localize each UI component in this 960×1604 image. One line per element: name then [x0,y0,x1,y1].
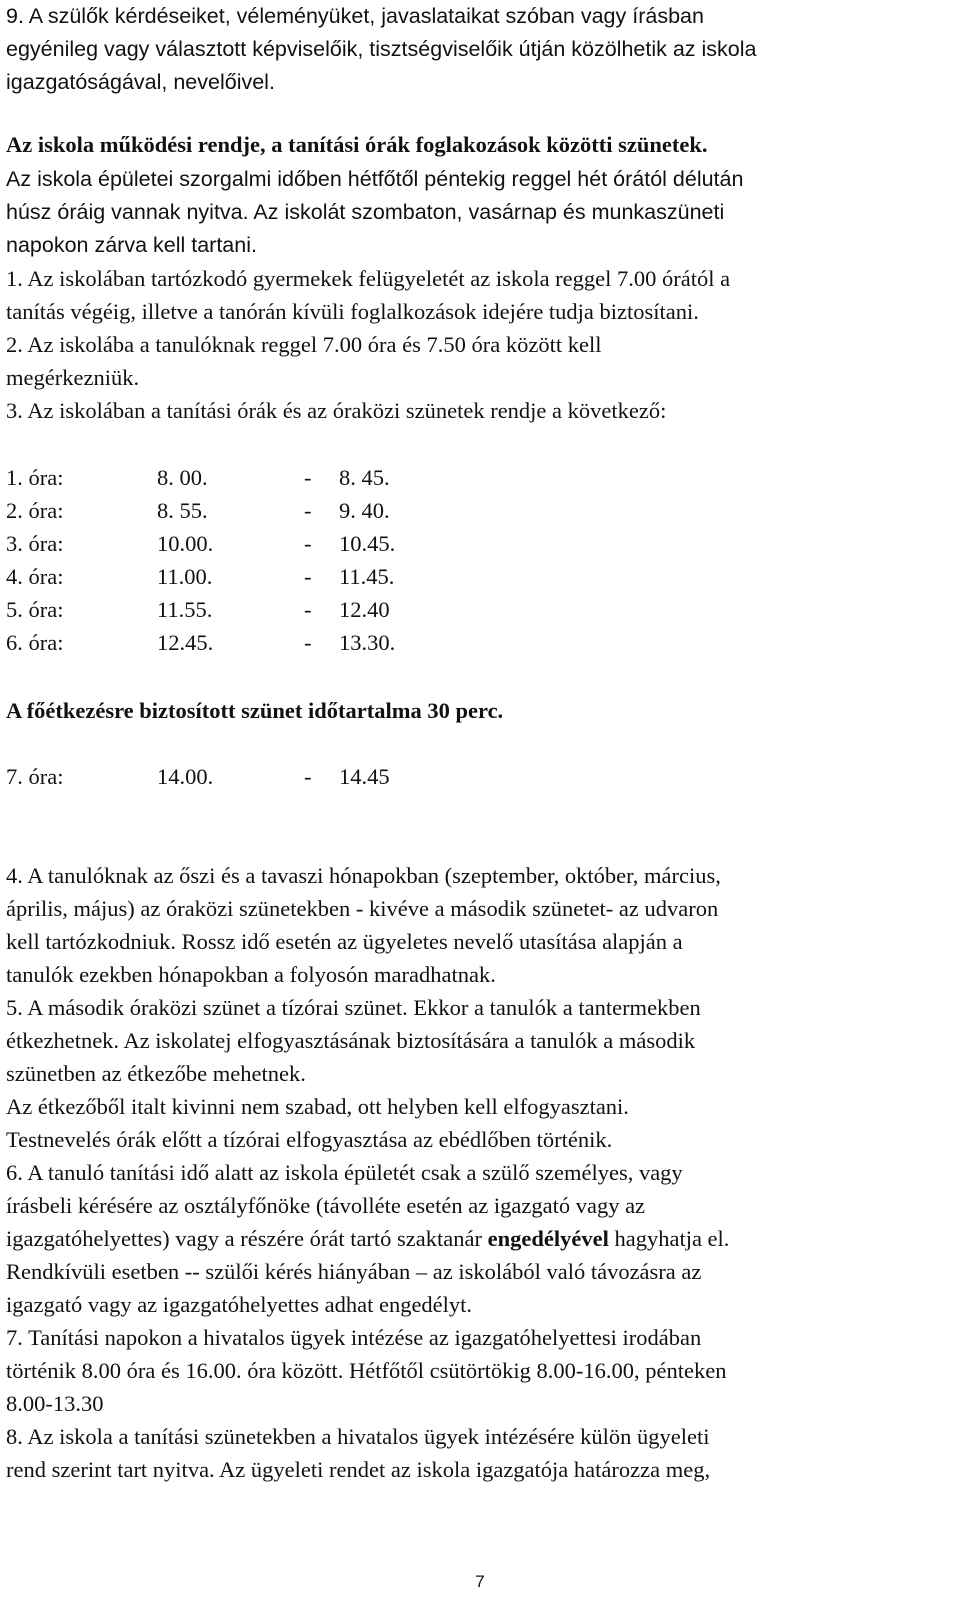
rule-line: 2. Az iskolába a tanulóknak reggel 7.00 óra és 7.50 óra között kell [6,332,602,357]
emphasis-permission: engedélyével [487,1226,609,1251]
lesson-label: 1. óra: [6,465,64,490]
intro-line: egyénileg vagy választott képviselőik, tisztségviselőik útján közölhetik az iskola [6,37,757,61]
lesson-start: 12.45. [157,630,214,655]
rules-top [6,262,936,427]
lesson-dash: - [304,630,312,655]
rule-line: étkezhetnek. Az iskolatej elfogyasztásának biztosítására a tanulók a második [6,1028,696,1053]
rule-line: Az étkezőből italt kivinni nem szabad, ott helyben kell elfogyasztani. [6,1094,629,1119]
building-line: húsz óráig vannak nyitva. Az iskolát szombaton, vasárnap és munkaszüneti [6,200,725,224]
rule-line: megérkezniük. [6,365,140,390]
lesson-label: 7. óra: [6,764,64,789]
rule-line: tanítás végéig, illetve a tanórán kívüli foglalkozások idejére tudja biztosítani. [6,299,699,324]
lesson-dash: - [304,498,312,523]
lesson-end: 10.45. [339,531,396,556]
lesson-end: 14.45 [339,764,390,789]
lesson-label: 5. óra: [6,597,64,622]
rule-line: történik 8.00 óra és 16.00. óra között. Hétfőtől csütörtökig 8.00-16.00, pénteken [6,1358,727,1383]
lesson-start: 11.00. [157,564,213,589]
rule-line [6,1222,936,1255]
lesson-start: 8. 55. [157,498,208,523]
lesson-label: 4. óra: [6,564,64,589]
building-line: Az iskola épületei szorgalmi időben hétfőtől péntekig reggel hét órától délután [6,167,744,191]
rule-line: 4. A tanulóknak az őszi és a tavaszi hónapokban (szeptember, október, március, [6,863,721,888]
lesson-label: 6. óra: [6,630,64,655]
lesson-start: 11.55. [157,597,213,622]
lesson-end: 12.40 [339,597,390,622]
rule-line: igazgató vagy az igazgatóhelyettes adhat engedélyt. [6,1292,473,1317]
rule-line: 7. Tanítási napokon a hivatalos ügyek intézése az igazgatóhelyettesi irodában [6,1325,702,1350]
intro-line: 9. A szülők kérdéseiket, véleményüket, javaslataikat szóban vagy írásban [6,4,704,28]
rule-line: 3. Az iskolában a tanítási órák és az óraközi szünetek rendje a következő: [6,398,667,423]
lesson-label: 2. óra: [6,498,64,523]
section-heading: Az iskola működési rendje, a tanítási órák foglakozások közötti szünetek. [6,132,708,157]
lunch-break-note: A főétkezésre biztosított szünet időtartalma 30 perc. [6,698,504,723]
rule-line: írásbeli kérésére az osztályfőnöke (távolléte esetén az igazgató vagy az [6,1193,646,1218]
rule-line: Testnevelés órák előtt a tízórai elfogyasztása az ebédlőben történik. [6,1127,613,1152]
lesson-end: 8. 45. [339,465,390,490]
lesson-dash: - [304,597,312,622]
lesson-end: 9. 40. [339,498,390,523]
lesson-dash: - [304,465,312,490]
rule-line: rend szerint tart nyitva. Az ügyeleti rendet az iskola igazgatója határozza meg, [6,1457,711,1482]
rule-text: hagyhatja el. [608,1226,730,1251]
lesson-start: 10.00. [157,531,214,556]
intro-line: igazgatóságával, nevelőivel. [6,70,275,94]
rule-line: szünetben az étkezőbe mehetnek. [6,1061,306,1086]
lesson-start: 14.00. [157,764,214,789]
lesson-end: 11.45. [339,564,395,589]
rule-line: 8.00-13.30 [6,1391,104,1416]
lesson-label: 3. óra: [6,531,64,556]
rule-line: 1. Az iskolában tartózkodó gyermekek felügyeletét az iskola reggel 7.00 órától a [6,266,731,291]
rule-line: 8. Az iskola a tanítási szünetekben a hivatalos ügyek intézésére külön ügyeleti [6,1424,710,1449]
lesson-dash: - [304,764,312,789]
rule-line: április, május) az óraközi szünetekben - kivéve a második szünetet- az udvaron [6,896,719,921]
building-line: napokon zárva kell tartani. [6,233,257,257]
lesson-dash: - [304,564,312,589]
lesson-end: 13.30. [339,630,396,655]
rule-line: kell tartózkodniuk. Rossz idő esetén az ügyeletes nevelő utasítása alapján a [6,929,683,954]
rule-line: Rendkívüli esetben -- szülői kérés hiányában – az iskolából való távozásra az [6,1259,702,1284]
lesson-dash: - [304,531,312,556]
rule-line: 5. A második óraközi szünet a tízórai szünet. Ekkor a tanulók a tantermekben [6,995,701,1020]
intro-paragraph [6,0,936,99]
rule-text: igazgatóhelyettes) vagy a részére órát tartó szaktanár [6,1226,488,1251]
page-number: 7 [475,1572,485,1591]
building-hours-paragraph [6,163,936,262]
lesson-start: 8. 00. [157,465,208,490]
rule-line: 6. A tanuló tanítási idő alatt az iskola épületét csak a szülő személyes, vagy [6,1160,683,1185]
rules-bottom [6,859,936,1486]
rule-line: tanulók ezekben hónapokban a folyosón maradhatnak. [6,962,496,987]
